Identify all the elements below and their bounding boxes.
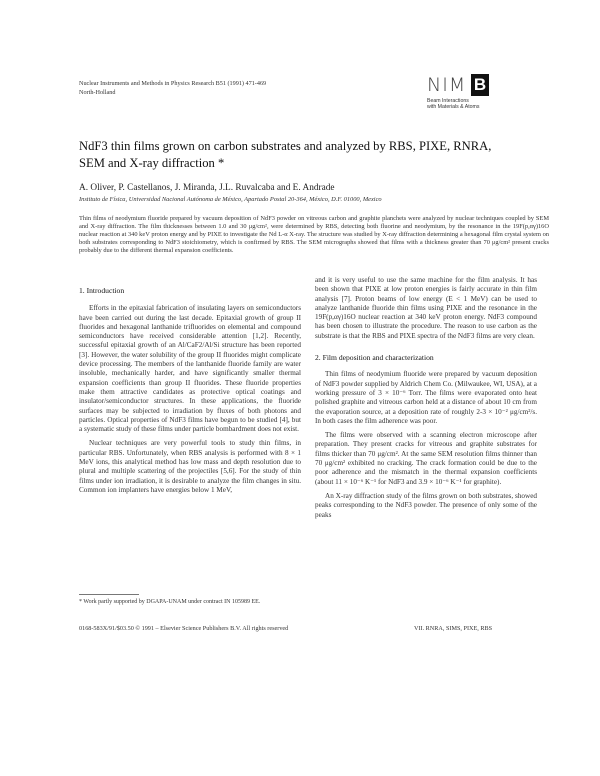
right-column	[315, 276, 537, 520]
affiliation: Instituto de Física, Universidad Nacional Autónoma de México, Apartado Postal 20-364, México, D.F. 01000, Mexico	[79, 196, 382, 203]
intro-paragraph-2: Nuclear techniques are very powerful tools to study thin films, in particular RBS. Unfortunately, when RBS analysis is performed with 8 × 1 MeV ions, this analytical method has low mass and depth resolution due to plural and multiple scattering of the projectiles [5,6]. For the study of thin films under ion irradiation, it is desirable to analyze the film changes in situ. Common ion implanters have energies below 1 MeV,	[79, 439, 301, 494]
deposition-paragraph-2: The films were observed with a scanning electron microscope after preparation. They present cracks for vitreous and graphite substrates for films thicker than 70 μg/cm². At the same SEM resolution films thinner than 70 μg/cm² exhibited no cracking. The crack formation could be due to the poor adherence and the mismatch in the thermal expansion coefficients (about 11 × 10⁻⁶ K⁻¹ for NdF3 and 3.9 × 10⁻⁶ K⁻¹ for graphite).	[315, 431, 537, 486]
journal-header	[79, 80, 266, 97]
section-heading-introduction: 1. Introduction	[79, 286, 125, 295]
right-paragraph-1: and it is very useful to use the same machine for the film analysis. It has been shown that PIXE at low proton energies is fairly accurate in thin film analysis [7]. Proton beams of low energy (E < 1 MeV) can be used to analyze lanthanide fluoride thin films using PIXE and the resonance in the 19F(p,αγ)16O nuclear reaction at 340 keV proton energy. NdF3 compound has been chosen to illustrate the procedure. The reason to use carbon as the substrate is that the RBS and PIXE spectra of the NdF3 films are very clean.	[315, 276, 537, 340]
journal-logo	[427, 74, 553, 108]
logo-tagline-line-1: Beam Interactions	[427, 98, 469, 104]
logo-mark: NIM	[427, 74, 467, 96]
article-title: NdF3 thin films grown on carbon substrates and analyzed by RBS, PIXE, RNRA, SEM and X-ray diffraction *	[79, 139, 492, 170]
copyright-line: 0168-583X/91/$03.50 © 1991 – Elsevier Science Publishers B.V. All rights reserved	[79, 625, 289, 632]
section-label: VII. RNRA, SIMS, PIXE, RBS	[414, 625, 493, 632]
intro-paragraph-1: Efforts in the epitaxial fabrication of insulating layers on semiconductors have been carried out during the last decade. Epitaxial growth of group II fluorides and hexagonal lanthanide trifluorides on elemental and compound semiconductors have received considerable attention [1,2]. Recently, successful epitaxial growth of an Al/CaF2/Al/Si structure has been reported [3]. However, the water solubility of the group II fluorides might complicate device processing. The members of the lanthanide fluoride family are water insoluble, mechanically harder, and have significantly smaller thermal expansion coefficients than group II fluorides. These fluoride properties make them attractive candidates as protective optical coatings and insulator/semiconductor structures. In these applications, the fluoride surfaces may be subjected to irradiation by fluxes of both photons and particles. Optical properties of NdF3 films have begun to be studied [4], but a systematic study of these films under particle bombardment does not exist.	[79, 304, 301, 434]
logo-letter: B	[471, 74, 489, 96]
logo-tagline-line-2: with Materials & Atoms	[427, 104, 480, 110]
abstract: Thin films of neodymium fluoride prepared by vacuum deposition of NdF3 powder on vitreous carbon and graphite planchets were analyzed by nuclear techniques coupled by SEM and X-ray diffraction. The film thicknesses between 1.0 and 30 μg/cm², were determined by RBS, detecting both fluorine and neodymium, by the resonance in the 19F(p,αγ)16O nuclear reaction at 340 keV proton energy and by PIXE to investigate the Nd L-α X-ray. The structure was studied by X-ray diffraction determining a hexagonal film crystal system on both substrates corresponding to NdF3 stoichiometry, which is confirmed by RBS. The SEM micrographs showed that films with a thickness greater than 70 μg/cm² present cracks probably due to the different thermal expansion coefficients.	[79, 215, 549, 254]
logo-tagline	[427, 98, 557, 110]
section-heading-film-deposition: 2. Film deposition and characterization	[315, 353, 434, 363]
left-column	[79, 286, 301, 495]
publisher-line: North-Holland	[79, 88, 116, 96]
journal-citation: Nuclear Instruments and Methods in Physics Research B51 (1991) 471-469	[79, 80, 267, 87]
footnote: * Work partly supported by DGAPA-UNAM under contract IN 105989 EE.	[79, 599, 261, 605]
deposition-paragraph-1: Thin films of neodymium fluoride were prepared by vacuum deposition of NdF3 powder supplied by Aldrich Chem Co. (Milwaukee, WI, USA), at a working pressure of 3 × 10⁻⁶ Torr. The films were evaporated onto heat polished graphite and vitreous carbon held at a distance of about 10 cm from the evaporation source, at a deposition rate of roughly 2-3 × 10⁻² μg/cm²/s. In both cases the film adherence was poor.	[315, 370, 537, 425]
footnote-rule	[79, 594, 139, 595]
deposition-paragraph-3: An X-ray diffraction study of the films grown on both substrates, showed peaks corresponding to the NdF3 powder. The presence of only some of the peaks	[315, 491, 537, 519]
author-list: A. Oliver, P. Castellanos, J. Miranda, J.L. Ruvalcaba and E. Andrade	[79, 183, 335, 193]
